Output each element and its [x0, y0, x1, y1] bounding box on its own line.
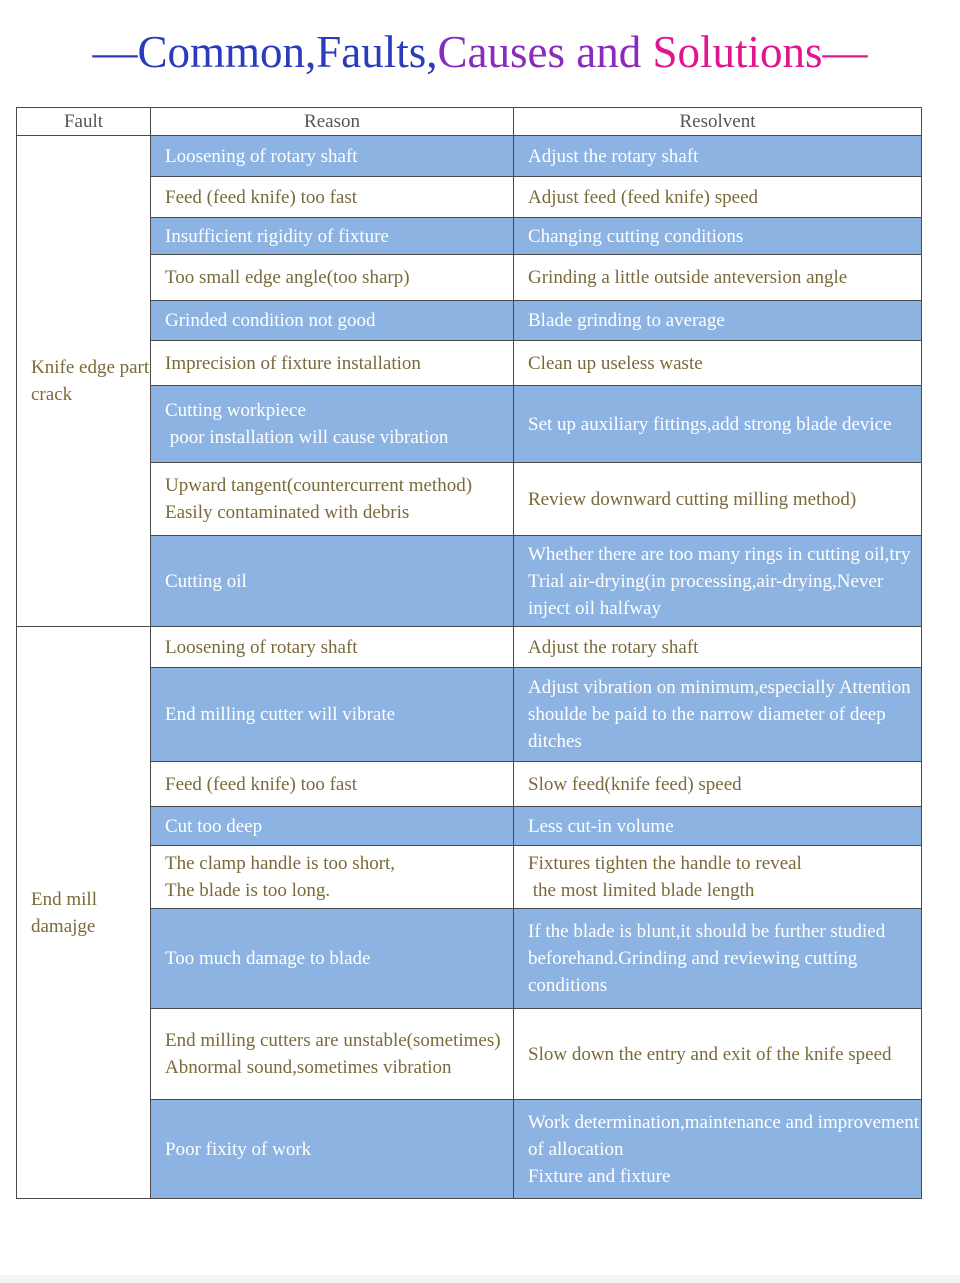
reason-cell: Cut too deep: [151, 807, 514, 846]
solution-cell: Whether there are too many rings in cutting oil,try Trial air-drying(in processing,air-drying,Never inject oil halfway: [514, 536, 922, 627]
table-row: [17, 301, 922, 341]
header-fault: Fault: [17, 108, 151, 136]
reason-cell: End milling cutters are unstable(sometimes) Abnormal sound,sometimes vibration: [151, 1009, 514, 1100]
solution-cell: If the blade is blunt,it should be further studied beforehand.Grinding and reviewing cutting conditions: [514, 909, 922, 1009]
solution-cell: Blade grinding to average: [514, 301, 922, 341]
reason-cell: Grinded condition not good: [151, 301, 514, 341]
title-part-causes: Causes and: [437, 27, 653, 77]
reason-cell: Upward tangent(countercurrent method) Easily contaminated with debris: [151, 463, 514, 536]
table-row: [17, 762, 922, 807]
table-row: [17, 341, 922, 386]
solution-cell: Work determination,maintenance and improvement of allocation Fixture and fixture: [514, 1100, 922, 1199]
solution-cell: Slow feed(knife feed) speed: [514, 762, 922, 807]
table-row: [17, 909, 922, 1009]
solution-cell: Adjust feed (feed knife) speed: [514, 177, 922, 218]
table-row: [17, 255, 922, 301]
table-row: [17, 846, 922, 909]
table-row: [17, 627, 922, 668]
reason-cell: Loosening of rotary shaft: [151, 627, 514, 668]
reason-cell: Imprecision of fixture installation: [151, 341, 514, 386]
reason-cell: The clamp handle is too short, The blade is too long.: [151, 846, 514, 909]
solution-cell: Adjust vibration on minimum,especially Attention shoulde be paid to the narrow diameter of deep ditches: [514, 668, 922, 762]
solution-cell: Set up auxiliary fittings,add strong blade device: [514, 386, 922, 463]
table-row: [17, 218, 922, 255]
table-row: [17, 386, 922, 463]
solution-cell: Review downward cutting milling method): [514, 463, 922, 536]
table-row: [17, 536, 922, 627]
reason-cell: Loosening of rotary shaft: [151, 136, 514, 177]
reason-cell: Cutting workpiece poor installation will cause vibration: [151, 386, 514, 463]
solution-cell: Changing cutting conditions: [514, 218, 922, 255]
solution-cell: Clean up useless waste: [514, 341, 922, 386]
reason-cell: Feed (feed knife) too fast: [151, 177, 514, 218]
header-resolvent: Resolvent: [514, 108, 922, 136]
reason-cell: Too small edge angle(too sharp): [151, 255, 514, 301]
page-title: [0, 22, 960, 82]
reason-cell: End milling cutter will vibrate: [151, 668, 514, 762]
header-reason: Reason: [151, 108, 514, 136]
title-part-common-faults: Common,Faults,: [137, 27, 438, 77]
reason-cell: Cutting oil: [151, 536, 514, 627]
solution-cell: Less cut-in volume: [514, 807, 922, 846]
table-row: [17, 177, 922, 218]
table-row: [17, 463, 922, 536]
solution-cell: Adjust the rotary shaft: [514, 136, 922, 177]
table-row: [17, 807, 922, 846]
title-dash-left: —: [92, 27, 138, 77]
reason-cell: Insufficient rigidity of fixture: [151, 218, 514, 255]
table-row: [17, 136, 922, 177]
solution-cell: Grinding a little outside anteversion angle: [514, 255, 922, 301]
reason-cell: Poor fixity of work: [151, 1100, 514, 1199]
fault-cell-end-mill: End mill damajge: [17, 627, 151, 1199]
reason-cell: Too much damage to blade: [151, 909, 514, 1009]
reason-cell: Feed (feed knife) too fast: [151, 762, 514, 807]
solution-cell: Slow down the entry and exit of the knife speed: [514, 1009, 922, 1100]
title-dash-right: —: [822, 27, 868, 77]
table-row: [17, 668, 922, 762]
table-row: [17, 1100, 922, 1199]
solution-cell: Adjust the rotary shaft: [514, 627, 922, 668]
table-row: [17, 1009, 922, 1100]
bottom-divider: [0, 1275, 960, 1283]
solution-cell: Fixtures tighten the handle to reveal the most limited blade length: [514, 846, 922, 909]
title-part-solutions: Solutions: [652, 27, 823, 77]
fault-cell-knife-edge: Knife edge part crack: [17, 136, 151, 627]
faults-table: [16, 107, 922, 1199]
table-header-row: [17, 108, 922, 136]
